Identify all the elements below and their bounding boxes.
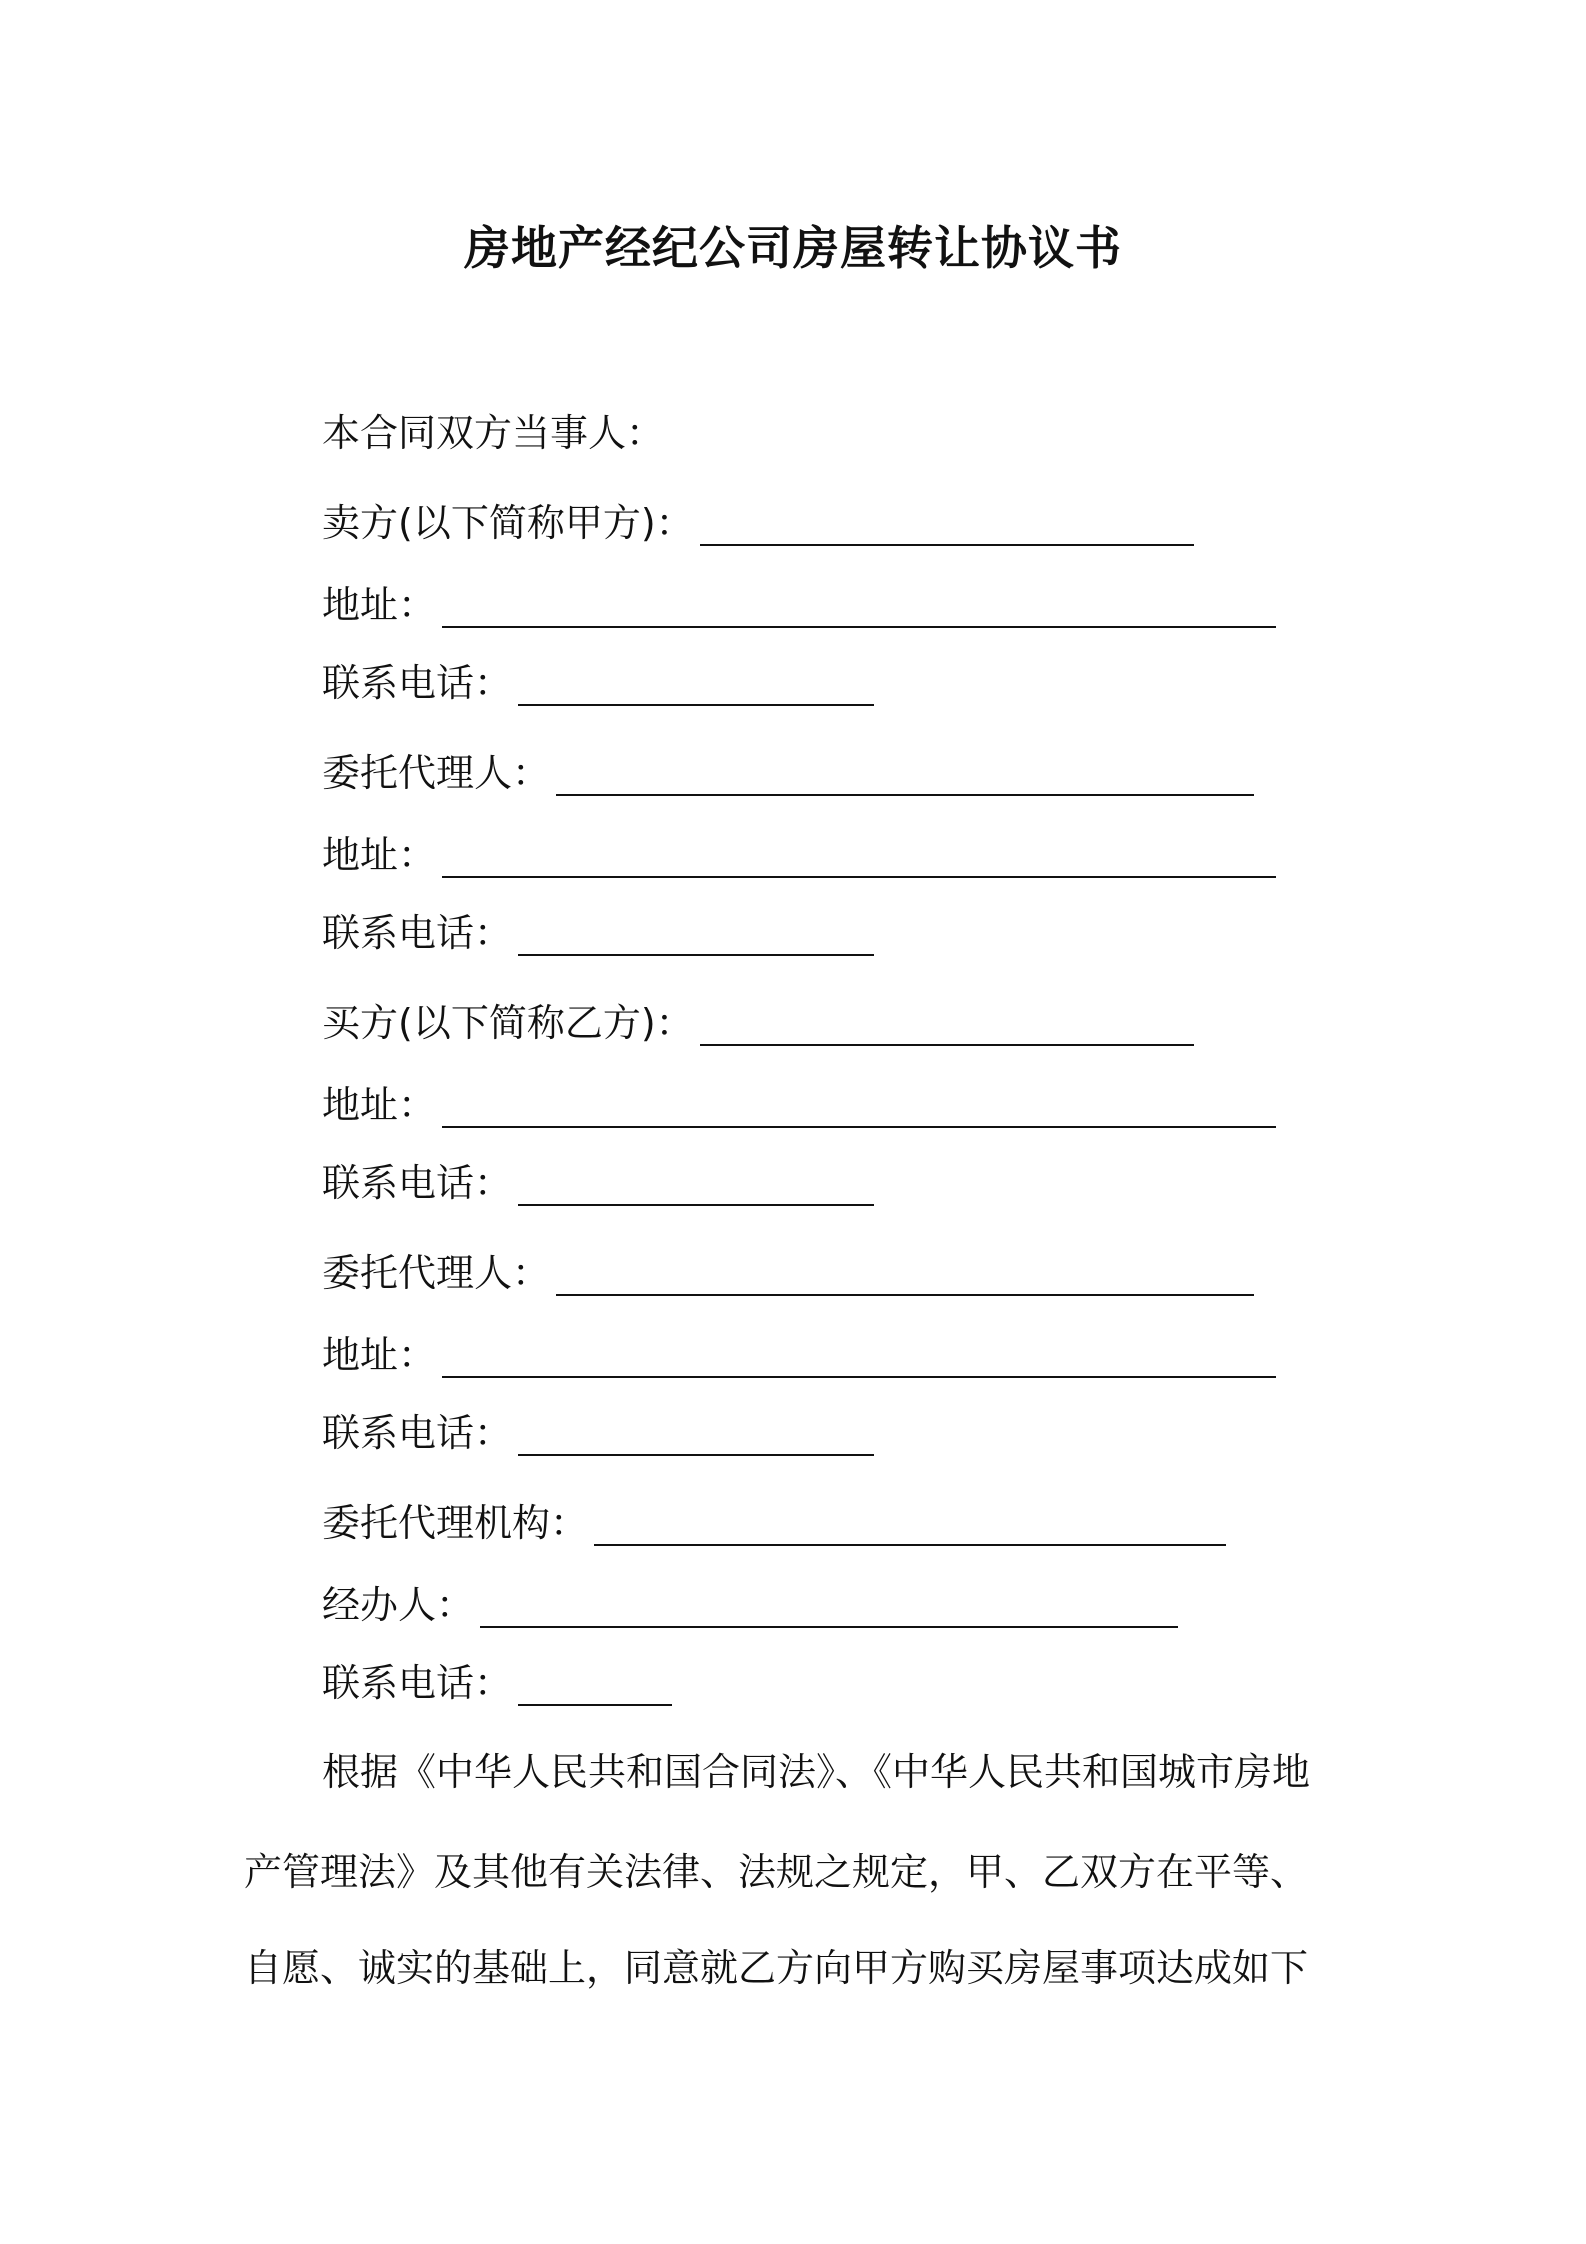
- seller-agent-phone-field: [322, 908, 874, 958]
- seller-agent-blank[interactable]: [556, 748, 1254, 796]
- buyer-agent-address-blank[interactable]: [442, 1330, 1276, 1378]
- buyer-blank[interactable]: [700, 998, 1194, 1046]
- agency-phone-blank[interactable]: [518, 1658, 672, 1706]
- seller-phone-blank[interactable]: [518, 658, 874, 706]
- agency-phone-label: 联系电话：: [322, 1661, 513, 1705]
- seller-field: [322, 498, 1194, 548]
- seller-label: 卖方(以下简称甲方)：: [322, 501, 694, 545]
- seller-blank[interactable]: [700, 498, 1194, 546]
- seller-phone-label: 联系电话：: [322, 661, 513, 705]
- parties-heading: 本合同双方当事人：: [322, 411, 665, 455]
- buyer-address-field: [322, 1080, 1276, 1130]
- seller-agent-field: [322, 748, 1254, 798]
- preamble-line-3: 自愿、诚实的基础上，同意就乙方向甲方购买房屋事项达成如下: [244, 1946, 1309, 1990]
- agency-field: [322, 1498, 1226, 1548]
- handler-field: [322, 1580, 1178, 1630]
- buyer-agent-phone-blank[interactable]: [518, 1408, 874, 1456]
- seller-agent-address-label: 地址：: [322, 833, 437, 877]
- buyer-phone-blank[interactable]: [518, 1158, 874, 1206]
- seller-phone-field: [322, 658, 874, 708]
- buyer-agent-address-label: 地址：: [322, 1333, 437, 1377]
- buyer-label: 买方(以下简称乙方)：: [322, 1001, 694, 1045]
- buyer-phone-field: [322, 1158, 874, 1208]
- document-title: 房地产经纪公司房屋转让协议书: [464, 221, 1122, 275]
- handler-blank[interactable]: [480, 1580, 1178, 1628]
- handler-label: 经办人：: [322, 1583, 475, 1627]
- agency-phone-field: [322, 1658, 672, 1708]
- buyer-address-blank[interactable]: [442, 1080, 1276, 1128]
- agency-label: 委托代理机构：: [322, 1501, 589, 1545]
- preamble-line-2: 产管理法》及其他有关法律、法规之规定，甲、乙双方在平等、: [244, 1850, 1309, 1894]
- buyer-agent-blank[interactable]: [556, 1248, 1254, 1296]
- buyer-agent-phone-field: [322, 1408, 874, 1458]
- buyer-phone-label: 联系电话：: [322, 1161, 513, 1205]
- agency-blank[interactable]: [594, 1498, 1226, 1546]
- preamble-line-1: 根据《中华人民共和国合同法》、《中华人民共和国城市房地: [322, 1750, 1311, 1794]
- seller-agent-phone-label: 联系电话：: [322, 911, 513, 955]
- buyer-field: [322, 998, 1194, 1048]
- buyer-agent-address-field: [322, 1330, 1276, 1380]
- seller-agent-address-field: [322, 830, 1276, 880]
- buyer-agent-label: 委托代理人：: [322, 1251, 551, 1295]
- seller-agent-address-blank[interactable]: [442, 830, 1276, 878]
- buyer-agent-phone-label: 联系电话：: [322, 1411, 513, 1455]
- seller-address-field: [322, 580, 1276, 630]
- seller-address-label: 地址：: [322, 583, 437, 627]
- seller-agent-label: 委托代理人：: [322, 751, 551, 795]
- seller-agent-phone-blank[interactable]: [518, 908, 874, 956]
- seller-address-blank[interactable]: [442, 580, 1276, 628]
- buyer-address-label: 地址：: [322, 1083, 437, 1127]
- buyer-agent-field: [322, 1248, 1254, 1298]
